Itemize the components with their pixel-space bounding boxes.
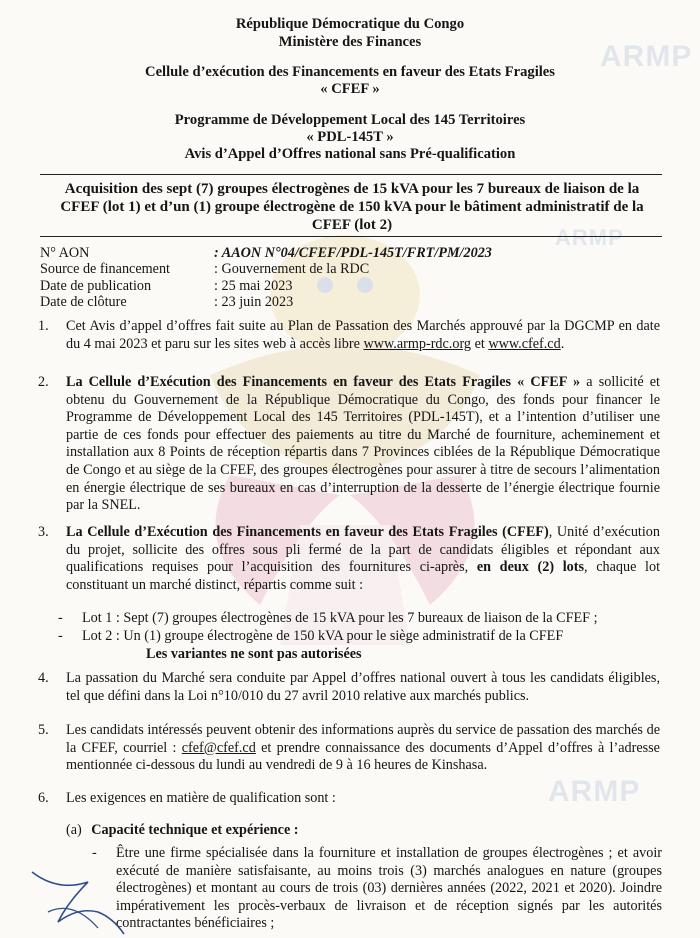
meta-label: Date de clôture (40, 294, 127, 311)
unit-name: Cellule d’exécution des Financements en faveur des Etats Fragiles (145, 64, 555, 80)
meta-label: N° AON (40, 245, 90, 261)
title-line: CFEF (lot 1) et d’un (1) groupe électrogène de 150 kVA pour le bâtiment administratif de la (60, 199, 644, 215)
program-name: Programme de Développement Local des 145 Territoires (174, 112, 526, 128)
paragraph-2 (38, 374, 660, 515)
lot-dash: - (58, 628, 63, 644)
paragraph-number: 3. (38, 524, 49, 540)
paragraph-number: 5. (38, 722, 49, 738)
program-acronym: « PDL-145T » (306, 129, 394, 145)
country-name: République Démocratique du Congo (235, 16, 465, 32)
unit-acronym: « CFEF » (320, 81, 380, 97)
notice-type: Avis d’Appel d’Offres national sans Pré-qualification (184, 146, 516, 162)
ministry-name: Ministère des Finances (278, 34, 422, 50)
qualification-bullet (92, 845, 662, 933)
notice-title (38, 180, 666, 234)
lot-dash: - (58, 610, 63, 626)
paragraph-number: 4. (38, 670, 49, 686)
title-line: CFEF (lot 2) (311, 217, 393, 233)
paragraph-text: La Cellule d’Exécution des Financements en faveur des Etats Fragiles « CFEF » a sollicité et obtenu du Gouvernement de la République Démocratique du Congo, des fonds pour financer le Programme de Développement Local des 145 Territoires (PDL-145T), et a l’intention d’utiliser une partie de ces fonds pour effectuer des paiements au titre du Marché de fourniture, acheminement et installation aux 8 Points de réception répartis dans 7 Provinces ciblées de la République Démocratique de Congo et au siège de la CFEF, des groupes électrogènes pour assurer à titre de secours l’alimentation en énergie électrique de ses bureaux en cas d’interruption de la desserte de l’énergie électrique fournie par la SNEL. (66, 374, 660, 514)
cfef-link[interactable]: www.cfef.cd (488, 335, 561, 352)
handwritten-initials (28, 852, 128, 938)
lot-text: Lot 2 : Un (1) groupe électrogène de 150 kVA pour le siège administratif de la CFEF (82, 628, 564, 644)
armp-link[interactable]: www.armp-rdc.org (363, 335, 472, 352)
armp-watermark: ARMP (555, 225, 624, 250)
paragraph-4 (38, 670, 660, 705)
lot-text: Lot 1 : Sept (7) groupes électrogènes de 15 kVA pour les 7 bureaux de liaison de la CFEF ; (82, 610, 598, 626)
paragraph-1 (38, 318, 660, 353)
top-divider (40, 174, 662, 175)
bullet-text: Être une firme spécialisée dans la fourniture et installation de groupes électrogènes ; et avoir exécuté de manière satisfaisante, au moins trois (3) marchés analogues en nature (groupes électrogènes) et montant au cours de trois (03) dernières années (2022, 2021 et 2020). Joindre impérativement les procès-verbaux de livraison et de réception signés par les autorités contractantes bénéficiaires ; (116, 845, 662, 932)
paragraph-number: 1. (38, 318, 49, 334)
subsection-a (66, 822, 299, 839)
armp-watermark: ARMP (548, 775, 641, 808)
paragraph-text: La Cellule d’Exécution des Financements en faveur des Etats Fragiles (CFEF), Unité d’exécution du projet, sollicite des offres sous pli fermé de la part de candidats éligibles et répondant aux qualifications requises pour l’acquisition des fournitures ci-après, en deux (2) lots, chaque lot constituant un marché distinct, répartis comme suit : (66, 524, 661, 593)
paragraph-number: 6. (38, 790, 49, 806)
subsection-title: Capacité technique et expérience : (91, 822, 299, 838)
title-line: Acquisition des sept (7) groupes électrogènes de 15 kVA pour les 7 bureaux de liaison de la (64, 181, 640, 197)
meta-label: Source de financement (40, 261, 170, 278)
paragraph-3 (38, 524, 660, 594)
paragraph-text: Cet Avis d’appel d’offres fait suite au Plan de Passation des Marchés approuvé par la DGCMP en date du 4 mai 2023 et paru sur les sites web à accès libre www.armp-rdc.org et www.cfef.cd. (66, 318, 660, 352)
meta-value: : AAON N°04/CFEF/PDL-145T/FRT/PM/2023 (214, 245, 492, 261)
variants-note: Les variantes ne sont pas autorisées (146, 646, 362, 662)
meta-label: Date de publication (40, 277, 152, 294)
paragraph-5 (38, 722, 660, 775)
bottom-divider (40, 236, 662, 237)
paragraph-text: La passation du Marché sera conduite par Appel d’offres national ouvert à tous les candidats éligibles, tel que défini dans la Loi n°10/010 du 27 avril 2010 relative aux marchés publics. (66, 670, 660, 704)
email-link[interactable]: cfef@cfef.cd (181, 739, 256, 756)
meta-value: : 25 mai 2023 (214, 277, 293, 294)
paragraph-number: 2. (38, 374, 49, 390)
meta-value: : 23 juin 2023 (214, 294, 294, 311)
armp-watermark: ARMP (600, 40, 693, 73)
subsection-label: (a) (66, 822, 82, 838)
paragraph-text: Les candidats intéressés peuvent obtenir des informations auprès du service de passation des marchés de la CFEF, courriel : cfef@cfef.cd et prendre connaissance des documents d’Appel d’offres à l’adresse mentionnée ci-dessous du lundi au vendredi de 9 à 16 heures de Kinshasa. (66, 722, 660, 774)
meta-value: : Gouvernement de la RDC (214, 261, 370, 278)
paragraph-6 (38, 790, 660, 808)
bullet-dash: - (92, 845, 97, 861)
paragraph-text: Les exigences en matière de qualification sont : (66, 790, 336, 806)
